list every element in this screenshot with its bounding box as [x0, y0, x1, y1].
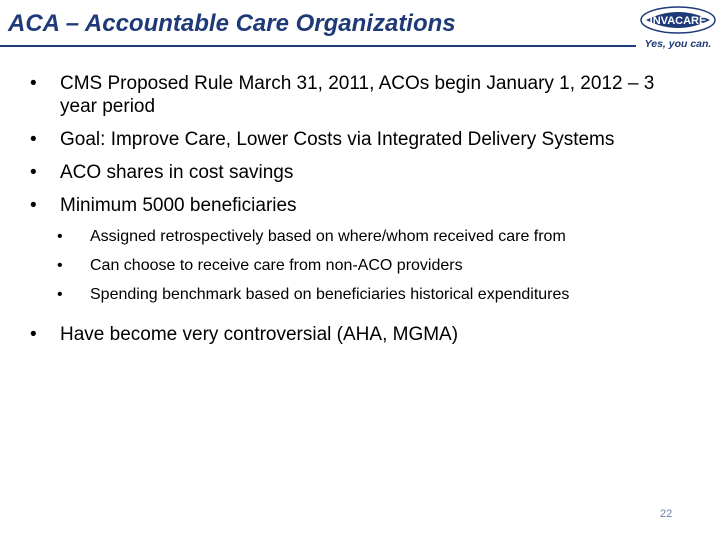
bullet-item: • Have become very controversial (AHA, MGMA)	[30, 323, 680, 346]
sub-bullet-item: • Assigned retrospectively based on where/whom received care from	[57, 227, 680, 247]
bullet-item: • Minimum 5000 beneficiaries	[30, 194, 680, 217]
bullet-item: • Goal: Improve Care, Lower Costs via Integrated Delivery Systems	[30, 128, 680, 151]
sub-bullet-item: • Can choose to receive care from non-ACO providers	[57, 256, 680, 276]
logo-tagline: Yes, you can.	[644, 38, 712, 50]
invacare-logo	[638, 2, 718, 54]
sub-bullet-item: • Spending benchmark based on beneficiaries historical expenditures	[57, 285, 680, 305]
svg-text:INVACARE: INVACARE	[649, 15, 707, 27]
bullet-item: • CMS Proposed Rule March 31, 2011, ACOs begin January 1, 2012 – 3 year period	[30, 72, 680, 118]
title-divider	[0, 45, 636, 47]
slide-content	[30, 72, 680, 356]
slide-title: ACA – Accountable Care Organizations	[8, 10, 456, 37]
page-number: 22	[660, 508, 673, 520]
bullet-item: • ACO shares in cost savings	[30, 161, 680, 184]
bullet-list	[30, 72, 680, 217]
sub-bullet-list	[57, 227, 680, 305]
invacare-logo-mark	[640, 6, 716, 34]
final-bullet-list	[30, 323, 680, 346]
